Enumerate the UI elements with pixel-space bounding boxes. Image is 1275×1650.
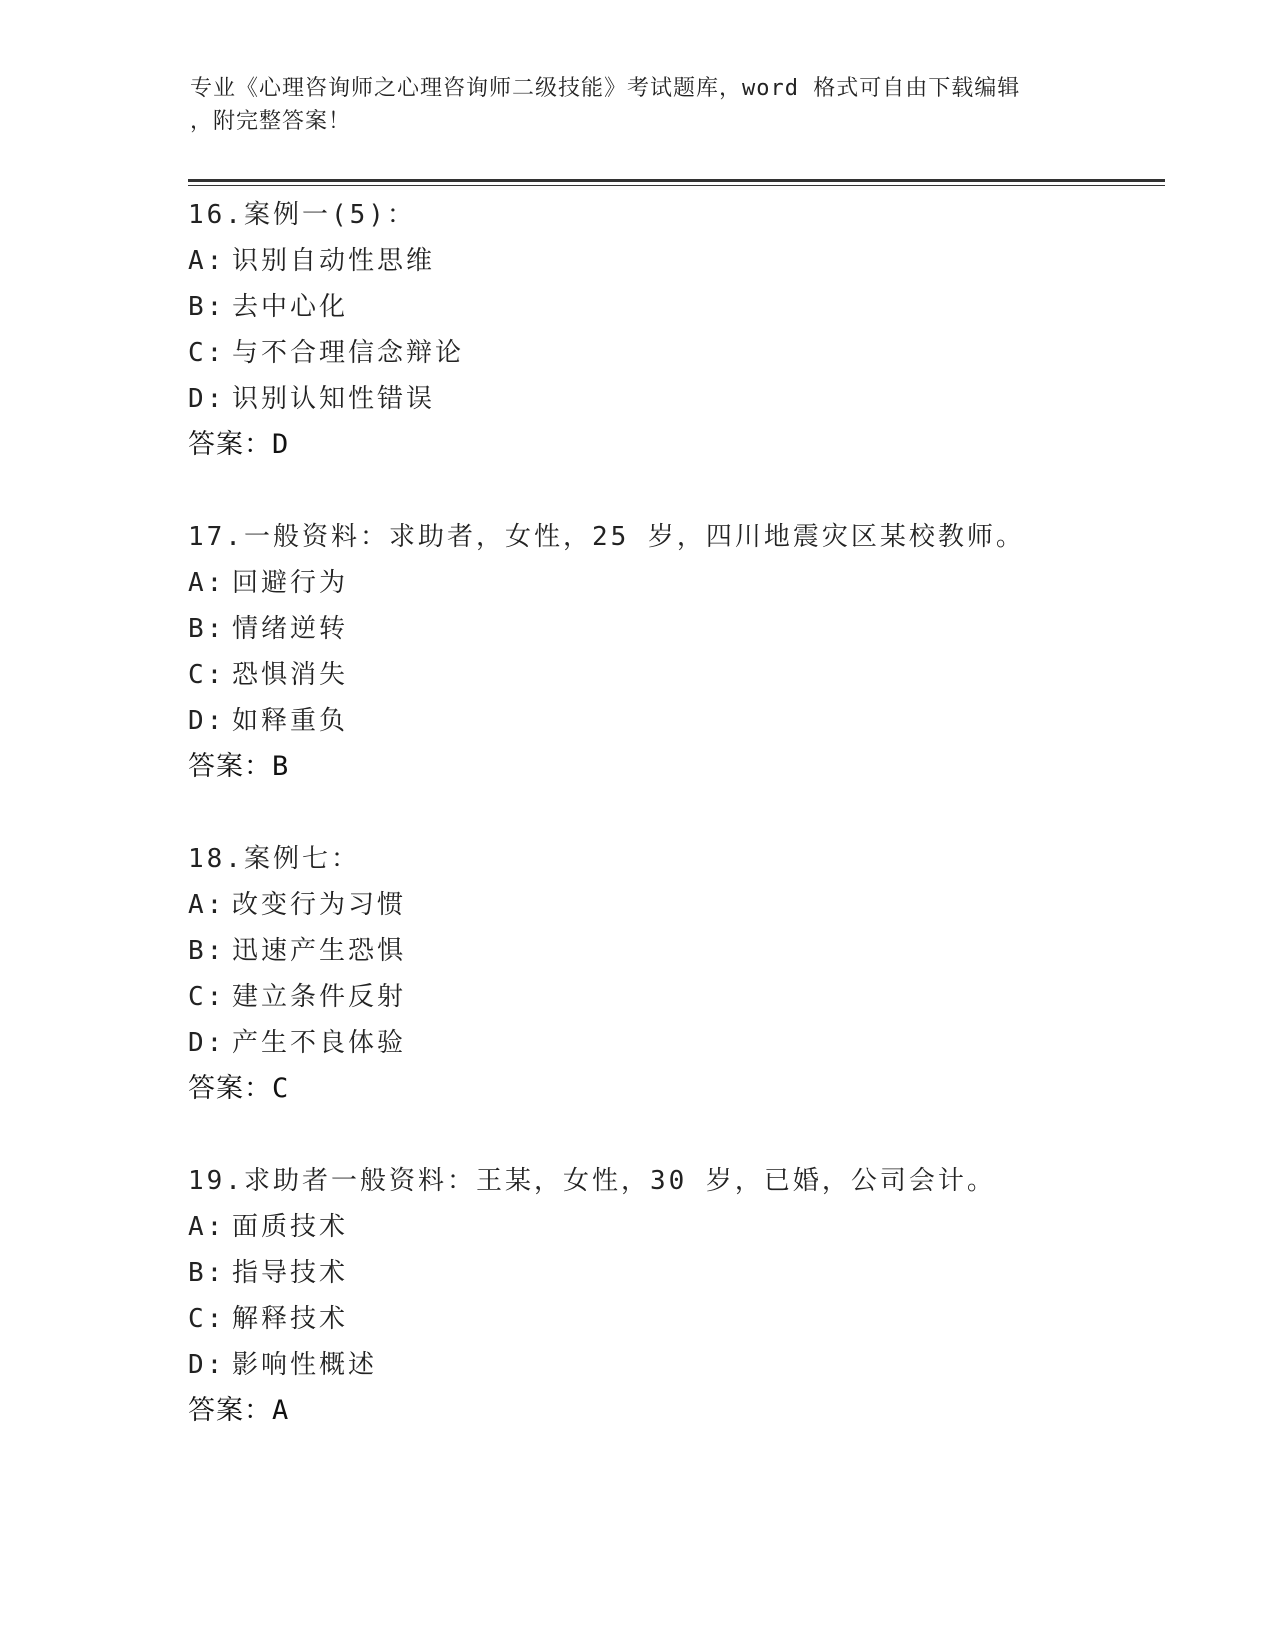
question-19 xyxy=(188,1158,1168,1434)
option-a xyxy=(188,882,1168,928)
option-c xyxy=(188,652,1168,698)
answer-line xyxy=(188,1388,1168,1434)
option-key: D: xyxy=(188,384,226,414)
answer-line xyxy=(188,1066,1168,1112)
answer-value: D xyxy=(272,429,290,460)
option-b xyxy=(188,928,1168,974)
question-16 xyxy=(188,192,1168,468)
option-b xyxy=(188,606,1168,652)
option-key: B: xyxy=(188,292,226,322)
option-d xyxy=(188,698,1168,744)
question-18 xyxy=(188,836,1168,1112)
answer-value: C xyxy=(272,1073,290,1104)
question-list xyxy=(188,192,1168,1480)
option-key: B: xyxy=(188,1258,226,1288)
header-divider-thick xyxy=(188,179,1165,182)
option-c xyxy=(188,974,1168,1020)
answer-label: 答案： xyxy=(188,1073,272,1104)
option-key: C: xyxy=(188,660,226,690)
answer-value: B xyxy=(272,751,290,782)
option-text: 情绪逆转 xyxy=(232,614,349,644)
answer-line xyxy=(188,744,1168,790)
answer-label: 答案： xyxy=(188,1395,272,1426)
header-line-2: ，附完整答案！ xyxy=(190,109,352,134)
option-text: 回避行为 xyxy=(232,568,349,598)
option-text: 建立条件反射 xyxy=(232,982,407,1012)
answer-label: 答案： xyxy=(188,751,272,782)
option-key: D: xyxy=(188,1350,226,1380)
answer-label: 答案： xyxy=(188,429,272,460)
option-a xyxy=(188,560,1168,606)
question-stem: 16.案例一(5)： xyxy=(188,200,416,230)
option-a xyxy=(188,238,1168,284)
question-stem: 17.一般资料：求助者，女性，25 岁，四川地震灾区某校教师。 xyxy=(188,522,1025,552)
option-key: C: xyxy=(188,338,226,368)
question-stem: 19.求助者一般资料：王某，女性，30 岁，已婚，公司会计。 xyxy=(188,1166,996,1196)
option-key: B: xyxy=(188,614,226,644)
option-text: 迅速产生恐惧 xyxy=(232,936,407,966)
option-text: 如释重负 xyxy=(232,706,349,736)
option-d xyxy=(188,376,1168,422)
option-text: 产生不良体验 xyxy=(232,1028,407,1058)
option-c xyxy=(188,330,1168,376)
option-text: 解释技术 xyxy=(232,1304,349,1334)
option-text: 恐惧消失 xyxy=(232,660,349,690)
option-text: 改变行为习惯 xyxy=(232,890,407,920)
option-text: 去中心化 xyxy=(232,292,349,322)
option-d xyxy=(188,1020,1168,1066)
answer-line xyxy=(188,422,1168,468)
header-divider-thin xyxy=(188,185,1165,186)
option-text: 指导技术 xyxy=(232,1258,349,1288)
option-key: D: xyxy=(188,1028,226,1058)
option-key: D: xyxy=(188,706,226,736)
header-line-1: 专业《心理咨询师之心理咨询师二级技能》考试题库，word 格式可自由下载编辑 xyxy=(190,76,1021,101)
document-header xyxy=(190,72,1090,138)
option-key: A: xyxy=(188,568,226,598)
option-key: C: xyxy=(188,982,226,1012)
option-key: B: xyxy=(188,936,226,966)
option-key: C: xyxy=(188,1304,226,1334)
option-key: A: xyxy=(188,890,226,920)
option-a xyxy=(188,1204,1168,1250)
option-text: 与不合理信念辩论 xyxy=(232,338,465,368)
option-b xyxy=(188,284,1168,330)
question-stem: 18.案例七： xyxy=(188,844,360,874)
answer-value: A xyxy=(272,1395,290,1426)
option-c xyxy=(188,1296,1168,1342)
option-key: A: xyxy=(188,1212,226,1242)
option-text: 识别自动性思维 xyxy=(232,246,436,276)
option-key: A: xyxy=(188,246,226,276)
option-text: 识别认知性错误 xyxy=(232,384,436,414)
option-d xyxy=(188,1342,1168,1388)
option-text: 面质技术 xyxy=(232,1212,349,1242)
question-17 xyxy=(188,514,1168,790)
option-b xyxy=(188,1250,1168,1296)
option-text: 影响性概述 xyxy=(232,1350,378,1380)
